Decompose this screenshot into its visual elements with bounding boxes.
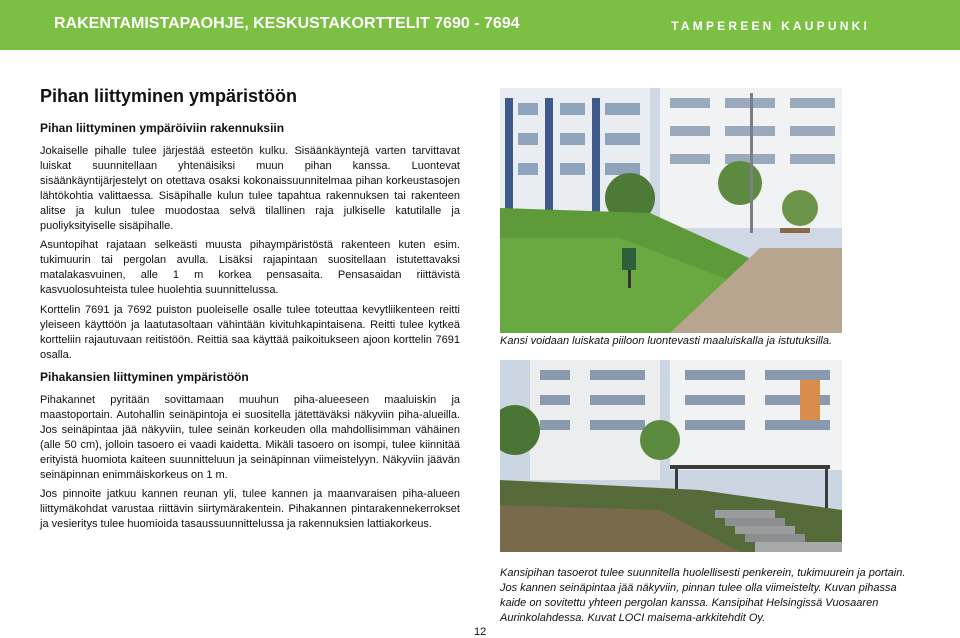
photo-caption: Kansi voidaan luiskata piiloon luontevasti maaluiskalla ja istutuksilla. <box>500 335 833 347</box>
paragraph: Korttelin 7691 ja 7692 puiston puoleiselle osalle tulee toteuttaa kevytliikenteen reitti yleiseen käyttöön ja laatutasoltaan vähintään kivituhkapintaisena. Reitti tulee kytkeä kortteliin rajautuvaan reitistöön. Reittiä saa käyttää paikoitukseen ajoon korttelin 7691 osalla. <box>40 304 460 361</box>
page-title: Pihan liittyminen ympäristöön <box>40 86 298 106</box>
section-heading-decks: Pihakansien liittyminen ympäristöön <box>40 370 249 384</box>
organization-name: TAMPEREEN KAUPUNKI <box>671 19 870 33</box>
document-title: RAKENTAMISTAPAOHJE, KESKUSTAKORTTELIT 7690 - 7694 <box>54 15 520 32</box>
page-number: 12 <box>474 626 487 638</box>
header-bar <box>0 0 960 50</box>
photo-courtyard-pergola <box>500 360 842 552</box>
section-heading-buildings: Pihan liittyminen ympäröiviin rakennuksiin <box>40 121 285 135</box>
paragraph: Jos pinnoite jatkuu kannen reunan yli, tulee kannen ja maanvaraisen piha-alueen liittymäkohdat varustaa riittävin siirtymärakentein. Pihakannen pintarakennekerrokset ja vesieritys tulee huomioida tasaussuunnittelussa ja rakennuksien lattiakorkeus. <box>40 488 460 530</box>
paragraph: Pihakannet pyritään sovittamaan muuhun piha-alueeseen maaluiskin ja maastoportain. Autohallin seinäpintoja ei suositella jätettäväksi näkyviin piha-alueilla. Jos seinäpintaa jää näkyviin, tulee seinän korkeuden olla mahdollisimman vähäinen (alle 50 cm), jolloin tasoero ei vaadi kaidetta. Mikäli tasoero on isompi, tulee kiinnitää erityistä huomiota kaiteen suunnitteluun ja seinäpinnan viimeistelyyn. Näkyviin jäävän seinäpinnan enimmäiskorkeus on 1 m. <box>40 394 460 481</box>
paragraph: Jokaiselle pihalle tulee järjestää esteetön kulku. Sisäänkäyntejä varten tarvittavat luiskat suunnitellaan yhtenäisiksi muun pihan kanssa. Luontevat sisäänkäyntijärjestelyt on otettava osaksi kokonaissuunnitelmaa pihan korkeustasojen lähtökohtia valittaessa. Sisäpihalle kulun tulee tapahtua rakennuksen tai rakenteen alitse ja kulun tulee muodostaa selvä tilallinen raja julkiselle katutilalle ja puoliyksityiselle sisäpihalle. <box>40 145 460 232</box>
photo-courtyard-slope <box>500 88 842 333</box>
photo-caption: Kansipihan tasoerot tulee suunnitella huolellisesti penkerein, tukimuurein ja portain. Jos kannen seinäpintaa jää näkyviin, pinnan tulee olla viimeistelty. Kuvan pihassa kaide on sovitettu yhteen pergolan kanssa. Kansipihat Helsingissä Vuosaaren Aurinkolahdessa. Kuvat LOCI maisema-arkkitehdit Oy. <box>500 567 906 624</box>
paragraph: Asuntopihat rajataan selkeästi muusta pihaympäristöstä rakenteen kuten esim. tukimuurin tai pergolan avulla. Lisäksi rajapintaan suositellaan istutettavaksi matalakasvuinen, alle 1 m korkea pensasaita. Pensasaidan riittävistä kasvuolosuhteista tulee huolehtia suunnittelussa. <box>40 239 460 296</box>
